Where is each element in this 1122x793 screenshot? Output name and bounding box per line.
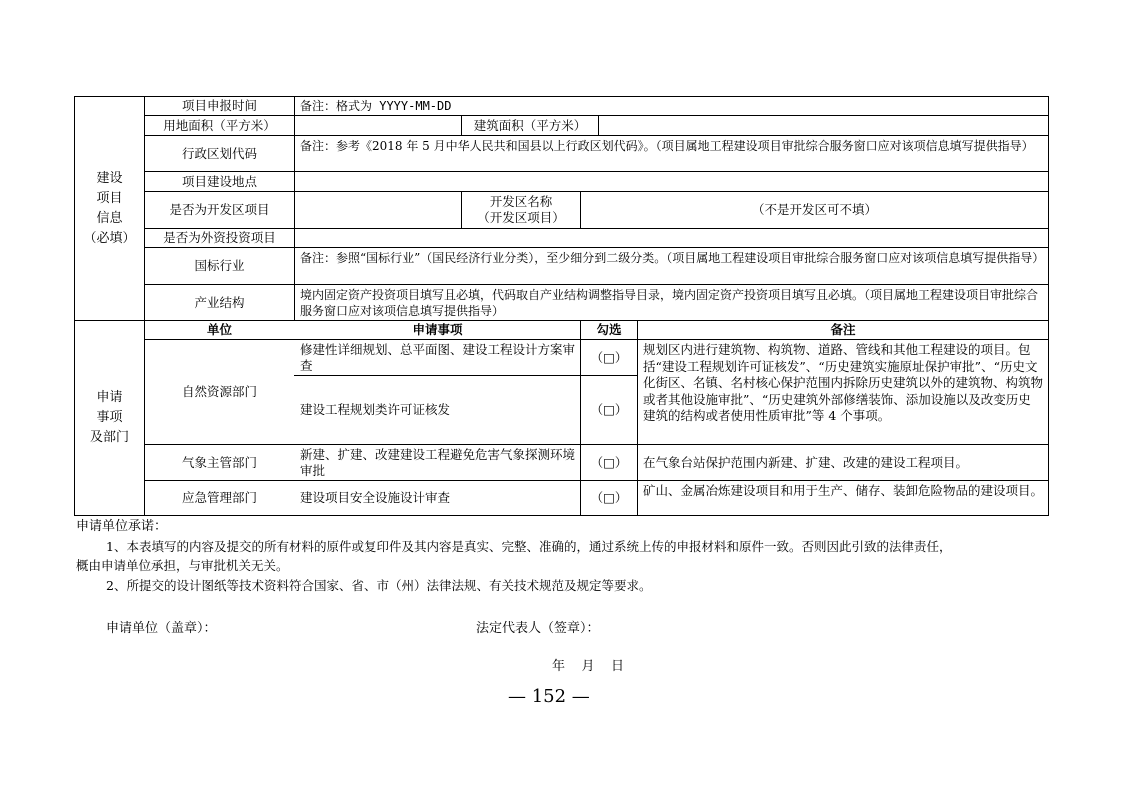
commitment-line-2: 2、所提交的设计图纸等技术资料符合国家、省、市（州）法律法规、有关技术规范及规定等要求。	[106, 578, 652, 593]
structure-field[interactable]: 境内固定资产投资项目填写且必填，代码取自产业结构调整指导目录，境内固定资产投资项目填写且必填。（项目属地工程建设项目审批综合服务窗口应对该项信息填写提供指导）	[300, 288, 1039, 318]
item-planning-permit: 建设工程规划类许可证核发	[300, 402, 451, 417]
remark-emergency: 矿山、金属冶炼建设项目和用于生产、储存、装卸危险物品的建设项目。	[643, 483, 1044, 498]
region-code-field[interactable]: 备注：参考《2018 年 5 月中华人民共和国县以上行政区划代码》。（项目属地工程建设项目审批综合服务窗口应对该项信息填写提供指导）	[300, 139, 1034, 153]
page-number: — 152 —	[508, 686, 590, 707]
remark-weather: 在气象台站保护范围内新建、扩建、改建的建设工程项目。	[643, 454, 969, 470]
region-code-label: 行政区划代码	[181, 145, 257, 161]
foreign-investment-label: 是否为外资投资项目	[163, 230, 276, 245]
structure-label: 产业结构	[194, 294, 245, 310]
signature-date: 年 月 日	[552, 659, 625, 674]
commitment-line-1b: 概由申请单位承担，与审批机关无关。	[76, 558, 289, 573]
header-item: 申请事项	[412, 322, 463, 337]
item-weather: 新建、扩建、改建建设工程避免危害气象探测环境审批	[300, 447, 576, 478]
land-area-input[interactable]	[295, 116, 461, 135]
building-area-label: 建筑面积（平方米）	[473, 117, 587, 133]
section-title-project-info: 建设 项目 信息 （必填）	[83, 170, 136, 246]
industry-field[interactable]: 备注：参照“国标行业”（国民经济行业分类），至少细分到二级分类。（项目属地工程建设项目审批综合服务窗口应对该项信息填写提供指导）	[300, 251, 1045, 265]
foreign-investment-input[interactable]	[295, 229, 1048, 247]
header-remark: 备注	[830, 322, 856, 337]
remark-natural-resources: 规划区内进行建筑物、构筑物、道路、管线和其他工程建设的项目。包括“建设工程规划许可证核发”、“历史建筑实施原址保护审批”、“历史文化街区、名镇、名村核心保护范围内拆除历史建筑以外的建筑物、构筑物或者其他设施审批”、“历史建筑外部修缮装饰、添加设施以及改变历史建筑的结构或者使用性质审批”等 4 个事项。	[643, 342, 1044, 423]
item-detailed-planning: 修建性详细规划、总平面图、建设工程设计方案审查	[300, 342, 576, 373]
dev-zone-name-label: 开发区名称 （开发区项目）	[477, 194, 565, 225]
unit-emergency: 应急管理部门	[181, 490, 257, 505]
legal-rep-signature-label: 法定代表人（签章）：	[476, 621, 600, 636]
header-check: 勾选	[596, 322, 622, 337]
checkbox-planning-permit[interactable]: （□）	[590, 402, 628, 417]
header-unit: 单位	[206, 322, 232, 337]
checkbox-emergency[interactable]: （□）	[590, 490, 628, 505]
unit-natural-resources: 自然资源部门	[181, 384, 257, 399]
dev-zone-input[interactable]	[295, 192, 461, 228]
checkbox-weather[interactable]: （□）	[590, 454, 628, 470]
item-emergency: 建设项目安全设施设计审查	[300, 490, 451, 505]
report-time-field[interactable]: 备注：格式为 YYYY-MM-DD	[300, 99, 452, 113]
unit-weather: 气象主管部门	[181, 454, 257, 470]
report-time-label: 项目申报时间	[181, 98, 257, 113]
applicant-seal-label: 申请单位（盖章）：	[106, 621, 217, 636]
checkbox-detailed-planning[interactable]: （□）	[590, 349, 628, 365]
commitment-line-1: 1、本表填写的内容及提交的所有材料的原件或复印件及其内容是真实、完整、准确的，通过系统上传的申报材料和原件一致。否则因此引致的法律责任，	[106, 539, 952, 554]
dev-zone-name-input[interactable]: （不是开发区可不填）	[751, 202, 877, 217]
dev-zone-label: 是否为开发区项目	[169, 202, 270, 217]
land-area-label: 用地面积（平方米）	[163, 117, 276, 133]
commitment-title: 申请单位承诺：	[76, 519, 168, 534]
location-input[interactable]	[295, 172, 1048, 191]
building-area-input[interactable]	[599, 116, 1048, 135]
section-title-application: 申请 事项 及部门	[89, 390, 129, 445]
industry-label: 国标行业	[194, 258, 245, 273]
location-label: 项目建设地点	[181, 173, 257, 189]
